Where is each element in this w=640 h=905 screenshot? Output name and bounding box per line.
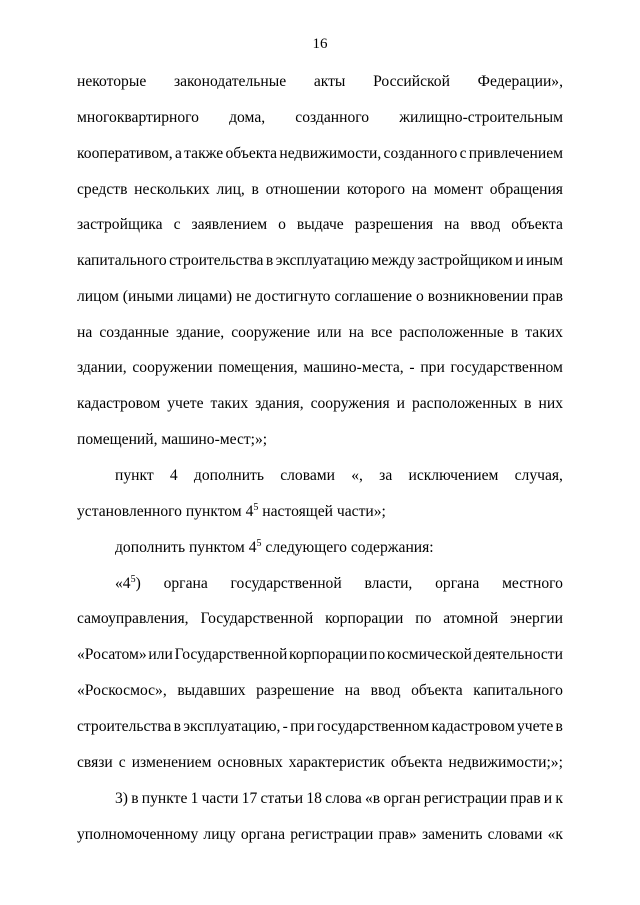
word: на: [344, 682, 361, 699]
word: государственной: [230, 575, 342, 592]
word: нескольких: [134, 181, 210, 198]
word: части: [201, 790, 239, 807]
word: сооружение: [231, 324, 311, 341]
word: и: [515, 252, 524, 269]
text-line: [115, 574, 563, 594]
line-text: следующего содержания:: [261, 539, 434, 556]
text-line: [77, 180, 563, 200]
word: с: [459, 145, 467, 162]
text-line: [77, 645, 563, 665]
line-text: установленного пунктом 4: [77, 503, 254, 520]
word: объекта: [390, 754, 443, 771]
superscript: 5: [256, 538, 262, 549]
word: ввод: [470, 216, 501, 233]
word: при: [420, 359, 445, 376]
word: эксплуатацию: [275, 252, 370, 269]
word: -: [282, 718, 288, 735]
word: также: [184, 145, 224, 162]
text-line: [77, 717, 563, 737]
text-line: [77, 430, 563, 450]
word: в: [131, 790, 139, 807]
word: ввод: [370, 682, 401, 699]
word: многоквартирного: [77, 109, 199, 126]
word: некоторые: [77, 73, 147, 90]
word: прав: [510, 790, 541, 807]
word: в: [510, 324, 519, 341]
word: застройщика: [77, 216, 163, 233]
word: заявлением: [191, 216, 268, 233]
word: заменить: [421, 826, 483, 843]
text-line: [77, 108, 563, 128]
word: «Росатом»: [77, 646, 147, 663]
word: кооперативом,: [77, 145, 173, 162]
word: статьи: [260, 790, 304, 807]
word: прав»: [378, 826, 417, 843]
superscript: 5: [253, 502, 259, 513]
word: отношении: [265, 181, 341, 198]
text-line: [77, 681, 563, 701]
word-part: «4: [115, 575, 131, 592]
text-line: [115, 538, 434, 558]
word: эксплуатацию,: [183, 718, 281, 735]
word: расположенных: [411, 395, 518, 412]
word: момент: [433, 181, 484, 198]
word: корпорации: [289, 646, 368, 663]
word: здания,: [255, 395, 304, 412]
word: на: [77, 324, 93, 341]
word: или: [317, 324, 342, 341]
text-line: [115, 466, 563, 486]
text-line: [77, 358, 563, 378]
word: в: [251, 181, 259, 198]
word: государственном: [450, 359, 563, 376]
word: привлечением: [468, 145, 563, 162]
word: здание,: [175, 324, 225, 341]
word: прав: [532, 288, 563, 305]
word: словами: [487, 826, 543, 843]
word: разрешения: [354, 216, 434, 233]
text-line: [77, 72, 563, 92]
text-line: [115, 789, 563, 809]
word: не: [236, 288, 252, 305]
word: учете: [167, 395, 204, 412]
text-line: [77, 609, 563, 629]
word: исключением: [408, 467, 499, 484]
page-number: 16: [312, 36, 328, 52]
line-text: настоящей части»;: [258, 503, 386, 520]
word: созданного: [295, 109, 370, 126]
word: строительства: [77, 718, 172, 735]
word: выдавших: [177, 682, 246, 699]
word: с: [118, 754, 126, 771]
word: объекта: [411, 682, 463, 699]
word: космической: [386, 646, 472, 663]
word: средств: [77, 181, 128, 198]
word: (иными: [122, 288, 174, 305]
word: органа: [435, 575, 480, 592]
text-line: [77, 753, 563, 773]
word: на: [411, 181, 427, 198]
word: капитального: [473, 682, 563, 699]
word: в: [265, 252, 274, 269]
word: и: [543, 790, 553, 807]
word: по: [369, 646, 386, 663]
text-line: [77, 144, 563, 164]
word: органа: [163, 575, 208, 592]
word: таких: [525, 324, 563, 341]
word: -: [409, 359, 415, 376]
word: деятельности: [473, 646, 563, 663]
text-line: [77, 287, 563, 307]
word: Государственной: [200, 610, 314, 627]
word: на: [348, 324, 364, 341]
word: в: [524, 395, 532, 412]
word: созданного: [383, 145, 458, 162]
word: на: [444, 216, 460, 233]
word: пункт: [115, 467, 154, 484]
word: иным: [525, 252, 563, 269]
word: разрешение: [256, 682, 335, 699]
word: изменением: [131, 754, 212, 771]
word: недвижимости,: [279, 145, 382, 162]
word: а: [174, 145, 182, 162]
word: органа: [240, 826, 286, 843]
word: 17: [241, 790, 258, 807]
word: или: [148, 646, 173, 663]
word: пункте: [141, 790, 188, 807]
line-text: помещений, машино-мест;»;: [77, 431, 268, 448]
text-line: [77, 323, 563, 343]
superscript: 5: [130, 574, 136, 585]
word: лицу: [203, 826, 236, 843]
word: учете: [516, 718, 554, 735]
word: власти,: [364, 575, 413, 592]
word: о: [278, 216, 286, 233]
word: атомной: [443, 610, 499, 627]
word: акты: [313, 73, 346, 90]
word: объекта: [511, 216, 563, 233]
word: жилищно-строительным: [399, 109, 563, 126]
word: недвижимости;»;: [448, 754, 563, 771]
word: «к: [547, 826, 563, 843]
word: основных: [217, 754, 283, 771]
word: капитального: [77, 252, 167, 269]
text-line: [77, 215, 563, 235]
word: за: [379, 467, 393, 484]
word: лицами): [177, 288, 233, 305]
text-line: [77, 251, 563, 271]
word: государственном: [316, 718, 430, 735]
word: кадастровом: [431, 718, 515, 735]
word: о: [415, 288, 424, 305]
word: таких: [210, 395, 249, 412]
word: случая,: [514, 467, 563, 484]
word: «Роскосмос»,: [77, 682, 167, 699]
word: застройщиком: [417, 252, 513, 269]
word: между: [371, 252, 415, 269]
line-text: дополнить пунктом 4: [115, 539, 257, 556]
word: орган: [383, 790, 421, 807]
word: регистрации: [290, 826, 374, 843]
word: здании,: [77, 359, 127, 376]
word: с: [173, 216, 181, 233]
word: 1: [190, 790, 199, 807]
word: связи: [77, 754, 113, 771]
word: регистрации: [423, 790, 507, 807]
word-part: ): [135, 575, 141, 592]
word: расположенные: [399, 324, 504, 341]
word: [115, 574, 141, 594]
word: сооружении: [132, 359, 213, 376]
word: энергии: [510, 610, 563, 627]
word: дома,: [229, 109, 266, 126]
word: все: [371, 324, 393, 341]
word: при: [290, 718, 315, 735]
word: обращения: [489, 181, 563, 198]
word: к: [555, 790, 563, 807]
word: строительства: [169, 252, 264, 269]
word: «в: [364, 790, 381, 807]
word: созданные: [99, 324, 169, 341]
word: и: [396, 395, 405, 412]
word: достигнуто: [255, 288, 331, 305]
word: словами: [280, 467, 336, 484]
word: характеристик: [288, 754, 385, 771]
word: кадастровом: [77, 395, 161, 412]
word: которого: [346, 181, 405, 198]
word: Федерации»,: [477, 73, 563, 90]
word: 4: [169, 467, 178, 484]
word: «,: [351, 467, 363, 484]
word: корпорации: [325, 610, 404, 627]
word: сооружения: [310, 395, 390, 412]
word: слова: [325, 790, 362, 807]
text-line: [77, 825, 563, 845]
word: лицом: [77, 288, 119, 305]
word: Российской: [373, 73, 450, 90]
word: соглашение: [334, 288, 413, 305]
word: самоуправления,: [77, 610, 189, 627]
word: 3): [115, 790, 128, 807]
word: выдаче: [296, 216, 344, 233]
text-line: [77, 394, 563, 414]
word: уполномоченному: [77, 826, 199, 843]
text-line: [77, 502, 563, 522]
word: Государственной: [174, 646, 288, 663]
word: в: [173, 718, 181, 735]
word: машино-места,: [303, 359, 404, 376]
word: объекта: [225, 145, 278, 162]
word: по: [415, 610, 432, 627]
word: помещения,: [218, 359, 298, 376]
word: в: [555, 718, 563, 735]
word: возникновении: [427, 288, 529, 305]
word: 18: [306, 790, 322, 807]
word: дополнить: [193, 467, 264, 484]
word: местного: [502, 575, 563, 592]
word: лиц,: [216, 181, 245, 198]
word: них: [538, 395, 563, 412]
word: законодательные: [173, 73, 287, 90]
